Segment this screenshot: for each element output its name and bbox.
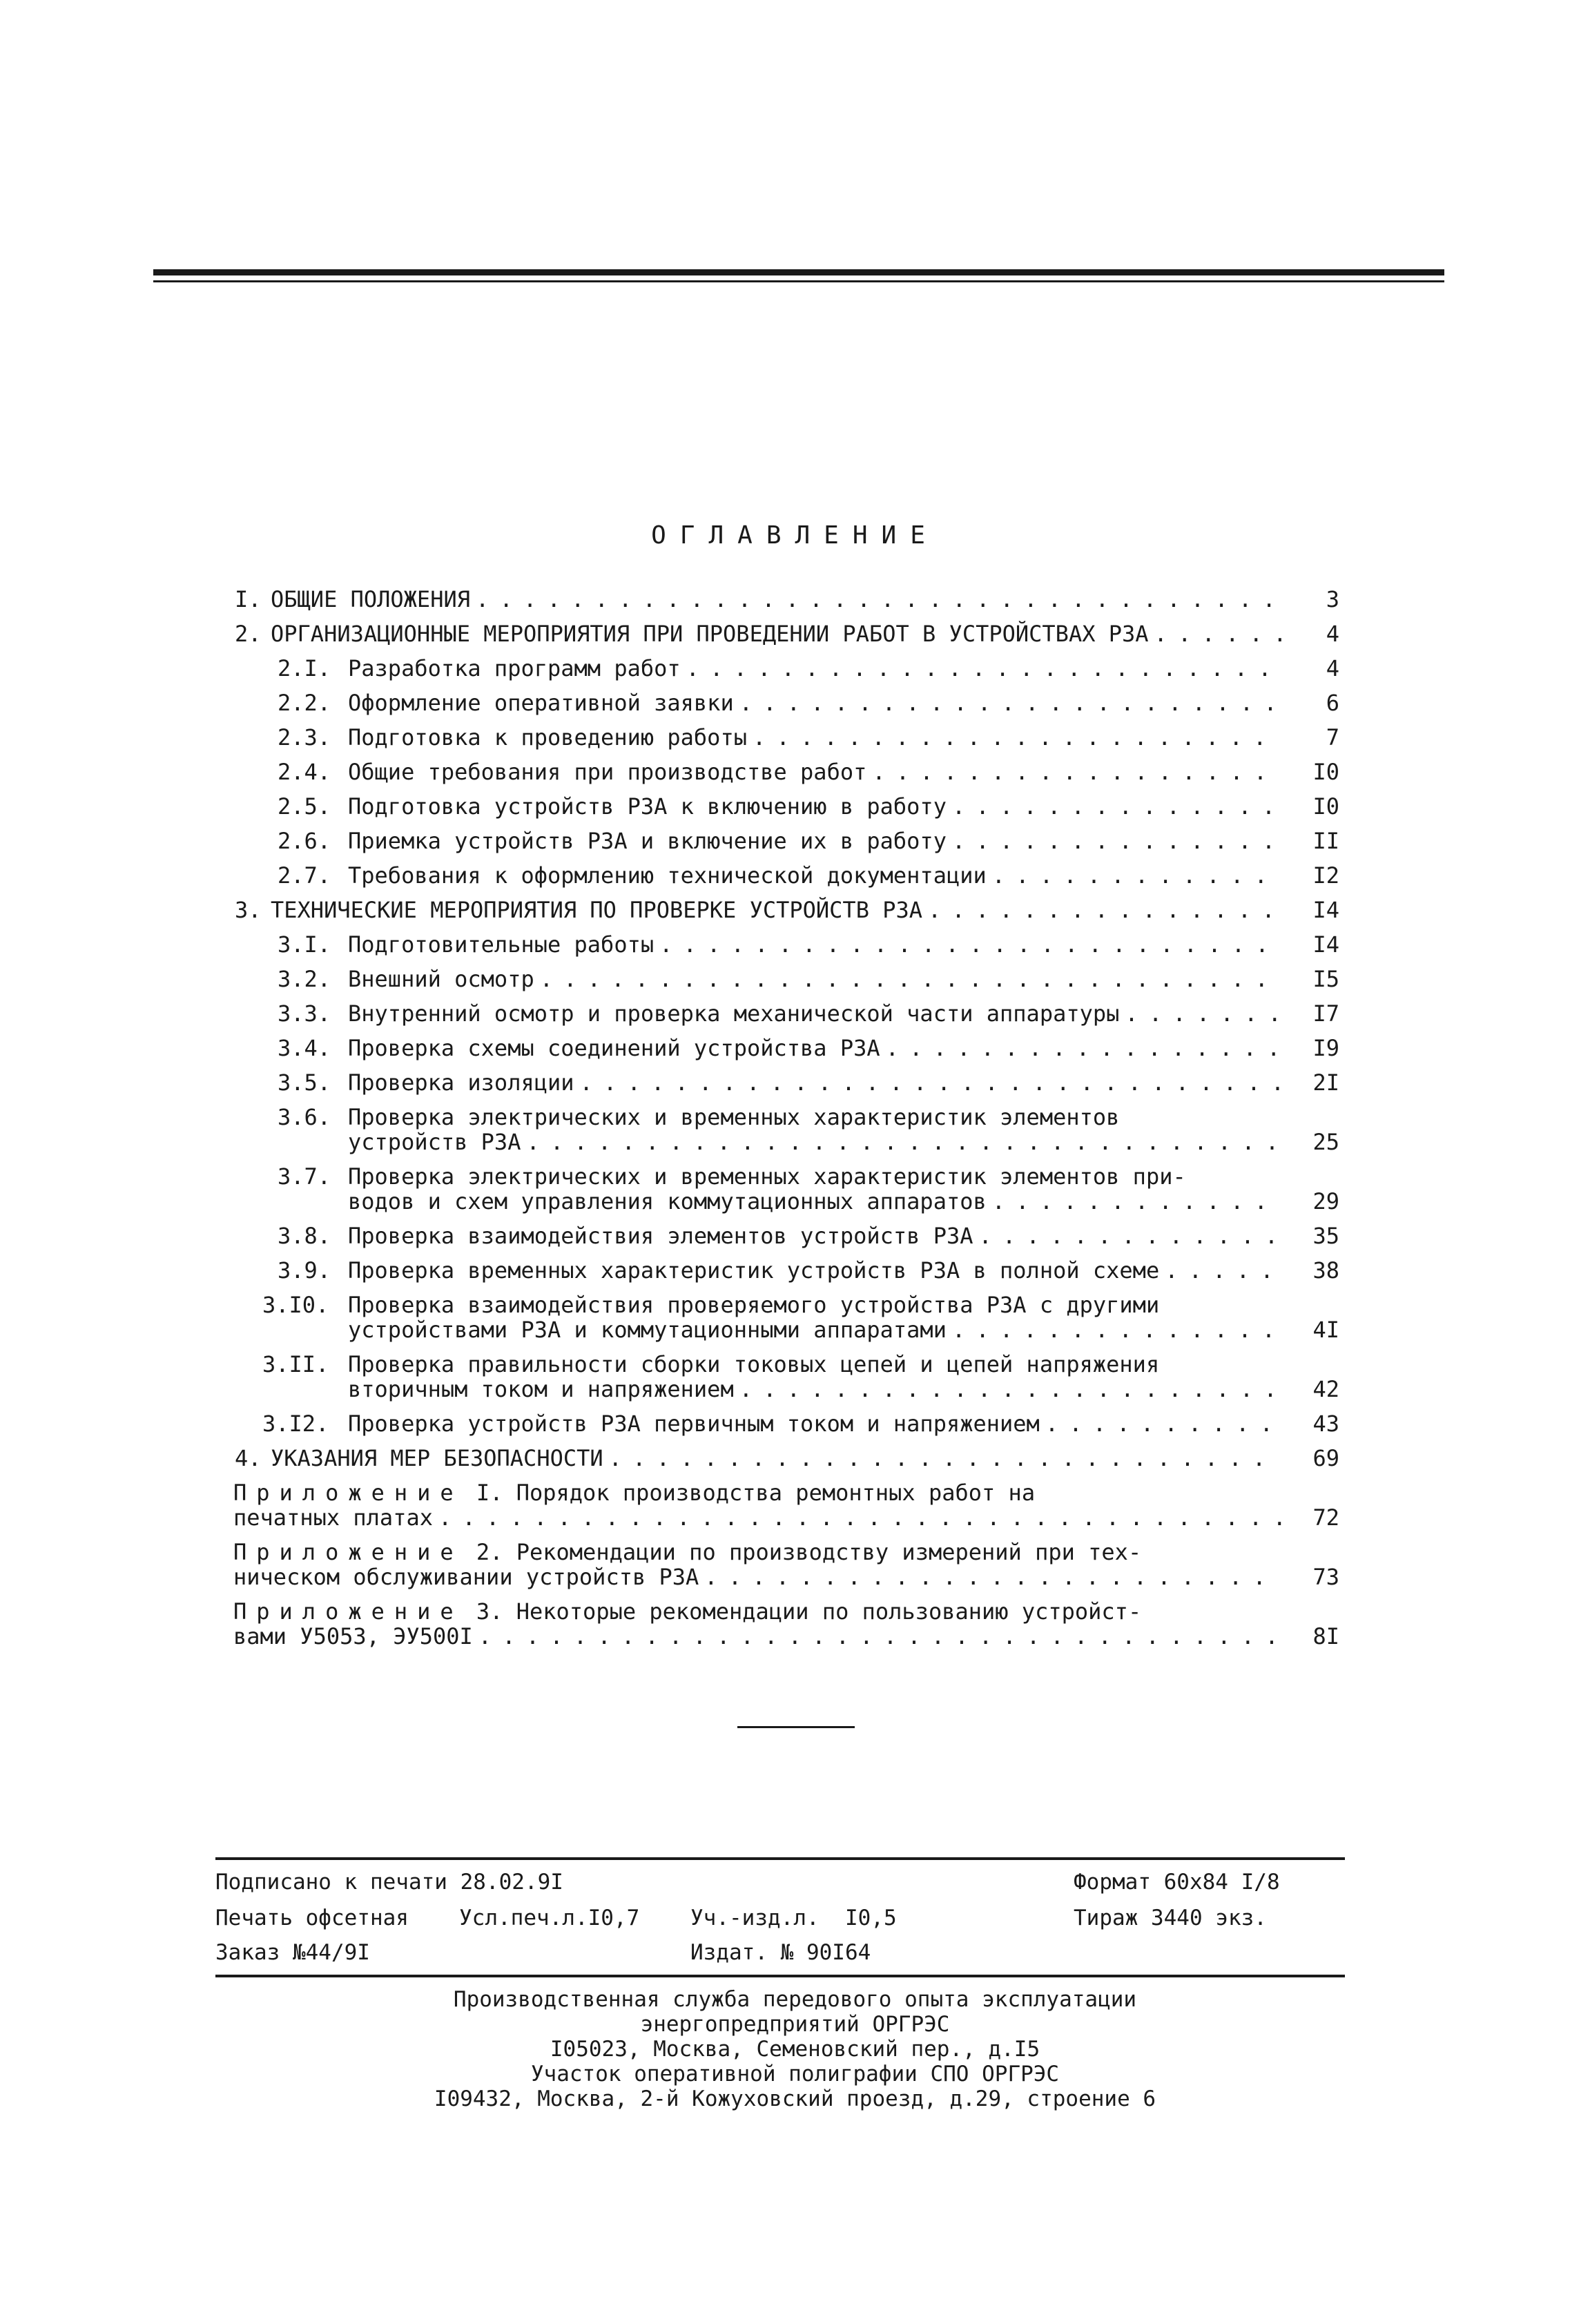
toc-entry-text: Проверка правильности сборки токовых цепей и цепей напряжения	[348, 1352, 1160, 1377]
toc-entry-label	[235, 898, 922, 922]
toc-entry-line	[278, 1258, 1339, 1283]
toc-appendix-line2	[233, 1505, 1339, 1530]
imprint-zakaz: Заказ №44/9I	[215, 1940, 370, 1965]
toc-entry-number: 2.I.	[278, 655, 331, 681]
toc-entry-label	[278, 967, 534, 991]
dot-leader	[1165, 1258, 1281, 1283]
toc-entry-label	[278, 1070, 574, 1095]
imprint-signed: Подписано к печати 28.02.9I	[215, 1870, 563, 1895]
space	[463, 1599, 476, 1624]
toc-page-number: I9	[1312, 1035, 1339, 1061]
toc-entry-text: ОРГАНИЗАЦИОННЫЕ МЕРОПРИЯТИЯ ПРИ ПРОВЕДЕНИИ РАБОТ В УСТРОЙСТВАХ РЗА	[271, 621, 1149, 647]
toc-page-number: 4	[1326, 621, 1339, 647]
toc-entry-line	[278, 863, 1339, 888]
appendix-word: Приложение	[233, 1480, 463, 1505]
dot-leader	[580, 1070, 1281, 1095]
toc-entry-number: 3.	[235, 897, 262, 923]
toc-entry-text: ОБЩИЕ ПОЛОЖЕНИЯ	[271, 586, 470, 612]
publisher-line-2: энергопредприятий ОРГРЭС	[640, 2012, 950, 2037]
toc-entry-number: 4.	[235, 1445, 262, 1471]
toc-page-number: I4	[1312, 897, 1339, 923]
toc-entry-line	[278, 794, 1339, 819]
toc-page-number: I0	[1312, 793, 1339, 820]
toc-entry-number: 3.2.	[278, 966, 331, 992]
dot-leader	[526, 1130, 1281, 1154]
toc-entry	[235, 621, 1339, 646]
space	[463, 1480, 476, 1505]
toc-page-number: I0	[1312, 759, 1339, 785]
appendix-title-cont: вами У5053, ЭУ500I	[233, 1623, 473, 1649]
table-of-contents	[235, 587, 1339, 1658]
dot-leader	[928, 898, 1281, 922]
toc-entry-line	[235, 898, 1339, 922]
toc-entry	[235, 1164, 1339, 1214]
toc-entry-number: 3.7.	[278, 1164, 331, 1189]
toc-entry	[235, 898, 1339, 922]
publisher-block	[0, 1987, 1590, 2111]
toc-entry-text-cont: вторичным током и напряжением	[348, 1376, 734, 1402]
toc-entry-label	[278, 829, 947, 853]
toc-entry-number: 2.6.	[278, 828, 331, 854]
toc-entry-number: 3.5.	[278, 1069, 331, 1096]
toc-entry-text: Проверка изоляции	[348, 1069, 574, 1096]
dot-leader	[992, 1189, 1281, 1214]
toc-entry-text: Внешний осмотр	[348, 966, 534, 992]
toc-entry-label	[262, 1411, 1040, 1436]
publisher-line-5: I09432, Москва, 2-й Кожуховский проезд, д.29, строение 6	[434, 2086, 1156, 2111]
toc-entry	[235, 1258, 1339, 1283]
toc-entry-text: Подготовительные работы	[348, 931, 655, 958]
toc-entry-line	[235, 1446, 1339, 1471]
toc-entry-text: Проверка схемы соединений устройства РЗА	[348, 1035, 880, 1061]
imprint-format: Формат 60х84 I/8	[1074, 1870, 1280, 1895]
toc-entry	[235, 587, 1339, 612]
dot-leader	[478, 1624, 1281, 1649]
toc-entry	[235, 863, 1339, 888]
toc-entry-number: 2.4.	[278, 759, 331, 785]
toc-entry	[235, 1411, 1339, 1436]
imprint-izdat: Издат. № 90I64	[690, 1940, 871, 1965]
dot-leader	[952, 829, 1281, 853]
space	[463, 1540, 476, 1565]
toc-entry-line1	[278, 1164, 1339, 1189]
toc-appendix-line1	[233, 1480, 1339, 1505]
toc-entry-text: Требования к оформлению технической документации	[348, 862, 987, 889]
toc-entry-text-cont: устройств РЗА	[348, 1129, 521, 1155]
toc-entry-label	[235, 1446, 603, 1471]
toc-entry	[235, 1292, 1339, 1342]
appendix-word: Приложение	[233, 1599, 463, 1624]
imprint-tirazh: Тираж 3440 экз.	[1074, 1906, 1267, 1930]
toc-page-number: 25	[1312, 1129, 1339, 1155]
toc-entry-label	[278, 725, 747, 750]
toc-entry-line1	[262, 1292, 1339, 1317]
toc-page-number: 2I	[1312, 1069, 1339, 1096]
appendix-title: 2. Рекомендации по производству измерений при тех-	[476, 1540, 1142, 1565]
dot-leader	[1154, 621, 1281, 646]
toc-entry-text: Проверка устройств РЗА первичным током и напряжением	[348, 1411, 1040, 1437]
toc-entry	[235, 1223, 1339, 1248]
toc-entry	[235, 967, 1339, 991]
toc-page-number: 35	[1312, 1223, 1339, 1249]
publisher-line-4: Участок оперативной полиграфии СПО ОРГРЭС	[530, 2062, 1060, 2086]
toc-entry-text: Проверка взаимодействия элементов устройств РЗА	[348, 1223, 973, 1249]
toc-entry-label	[235, 587, 470, 612]
toc-entry-number: 2.2.	[278, 690, 331, 716]
toc-entry-number: 3.I0.	[262, 1292, 329, 1317]
toc-entry-line2	[262, 1377, 1339, 1402]
dot-leader	[540, 967, 1281, 991]
toc-page-number: 73	[1312, 1564, 1339, 1590]
toc-entry	[235, 690, 1339, 715]
dot-leader	[609, 1446, 1281, 1471]
toc-entry-line2	[262, 1317, 1339, 1342]
toc-entry-number: I.	[235, 586, 262, 612]
toc-entry-number: 2.7.	[278, 862, 331, 889]
appendix-title: 3. Некоторые рекомендации по пользованию устройст-	[476, 1599, 1142, 1624]
toc-page-number: 29	[1312, 1188, 1339, 1214]
toc-entry-label	[278, 1223, 973, 1248]
toc-page-number: 42	[1312, 1376, 1339, 1402]
toc-entry-text: УКАЗАНИЯ МЕР БЕЗОПАСНОСТИ	[271, 1445, 603, 1471]
toc-entry-line	[278, 1223, 1339, 1248]
toc-entry-text: Внутренний осмотр и проверка механической части аппаратуры	[348, 1000, 1120, 1027]
toc-entry	[235, 1446, 1339, 1471]
publisher-line-1: Производственная служба передового опыта эксплуатации	[453, 1987, 1137, 2012]
toc-entry	[235, 1105, 1339, 1154]
top-rule-thin	[153, 280, 1444, 282]
toc-entry-line	[278, 656, 1339, 681]
toc-appendix	[233, 1540, 1339, 1589]
toc-entry	[235, 1001, 1339, 1026]
toc-entry-number: 3.8.	[278, 1223, 331, 1249]
toc-entry-label	[235, 621, 1149, 646]
toc-page-number: 3	[1326, 586, 1339, 612]
appendix-title-cont: ническом обслуживании устройств РЗА	[233, 1564, 699, 1590]
toc-entry	[235, 759, 1339, 784]
toc-entry-line2	[278, 1130, 1339, 1154]
toc-entry	[235, 829, 1339, 853]
appendix-title: I. Порядок производства ремонтных работ на	[476, 1480, 1036, 1505]
toc-page-number: 69	[1312, 1445, 1339, 1471]
toc-entry-line	[278, 759, 1339, 784]
toc-entry-label	[278, 1001, 1119, 1026]
top-rule	[153, 269, 1444, 275]
toc-entry-number: 3.I2.	[262, 1411, 329, 1437]
toc-entry-text-cont: водов и схем управления коммутационных аппаратов	[348, 1188, 987, 1214]
toc-entry-line	[278, 725, 1339, 750]
toc-entry-label	[278, 1258, 1159, 1283]
toc-entry-number: 2.5.	[278, 793, 331, 820]
toc-entry-line2	[278, 1189, 1339, 1214]
toc-page-number: I4	[1312, 931, 1339, 958]
toc-entry-label	[278, 690, 734, 715]
dot-leader	[992, 863, 1281, 888]
toc-entry-line	[278, 967, 1339, 991]
toc-entry	[235, 932, 1339, 957]
toc-entry-text: Общие требования при производстве работ	[348, 759, 867, 785]
dot-leader	[952, 794, 1281, 819]
dot-leader	[753, 725, 1281, 750]
dot-leader	[1045, 1411, 1281, 1436]
toc-entry-label	[278, 1036, 880, 1061]
toc-entry-text: Подготовка устройств РЗА к включению в работу	[348, 793, 947, 820]
dot-leader	[1125, 1001, 1281, 1026]
toc-entry-line1	[262, 1352, 1339, 1377]
dot-leader	[952, 1317, 1281, 1342]
appendix-title-cont: печатных платах	[233, 1504, 433, 1531]
toc-entry-number: 2.	[235, 621, 262, 647]
toc-entry-text: Проверка взаимодействия проверяемого устройства РЗА с другими	[348, 1292, 1160, 1317]
toc-entry-line	[278, 1036, 1339, 1061]
toc-entry-number: 3.6.	[278, 1105, 331, 1130]
toc-entry-text: Оформление оперативной заявки	[348, 690, 734, 716]
toc-entry	[235, 794, 1339, 819]
toc-entry-text: Проверка временных характеристик устройств РЗА в полной схеме	[348, 1257, 1160, 1284]
dot-leader	[704, 1565, 1281, 1589]
toc-entry-number: 3.3.	[278, 1000, 331, 1027]
toc-entry-text: Разработка программ работ	[348, 655, 681, 681]
toc-page-number: 4I	[1312, 1317, 1339, 1343]
imprint-uch-izd: Уч.-изд.л. I0,5	[690, 1906, 897, 1930]
toc-entry-label	[278, 656, 681, 681]
toc-entry-text: Приемка устройств РЗА и включение их в работу	[348, 828, 947, 854]
toc-appendix-line2	[233, 1565, 1339, 1589]
toc-entry-label	[278, 794, 947, 819]
toc-entry-line	[278, 690, 1339, 715]
toc-entry-label	[278, 863, 987, 888]
toc-page-number: 7	[1326, 724, 1339, 751]
toc-entry-line	[278, 932, 1339, 957]
toc-entry-number: 3.II.	[262, 1352, 329, 1377]
dot-leader	[872, 759, 1281, 784]
toc-entry-line	[235, 621, 1339, 646]
dot-leader	[476, 587, 1281, 612]
toc-entry-line	[278, 829, 1339, 853]
toc-page-number: 4	[1326, 655, 1339, 681]
dot-leader	[739, 1377, 1281, 1402]
toc-page-number: 6	[1326, 690, 1339, 716]
dot-leader	[659, 932, 1281, 957]
toc-entry	[235, 1036, 1339, 1061]
toc-entry-text: ТЕХНИЧЕСКИЕ МЕРОПРИЯТИЯ ПО ПРОВЕРКЕ УСТРОЙСТВ РЗА	[271, 897, 923, 923]
toc-entry-line	[262, 1411, 1339, 1436]
toc-entry-label	[278, 932, 654, 957]
toc-appendix-line1	[233, 1540, 1339, 1565]
toc-entry-number: 3.4.	[278, 1035, 331, 1061]
toc-entry	[235, 1070, 1339, 1095]
dot-leader	[886, 1036, 1281, 1061]
toc-entry-text: Проверка электрических и временных характеристик элементов при-	[348, 1164, 1186, 1189]
toc-entry	[235, 725, 1339, 750]
toc-entry-number: 3.9.	[278, 1257, 331, 1284]
toc-page-number: I5	[1312, 966, 1339, 992]
dot-leader	[978, 1223, 1281, 1248]
imprint-rule-top	[215, 1857, 1345, 1860]
toc-entry-number: 2.3.	[278, 724, 331, 751]
toc-entry-line1	[278, 1105, 1339, 1130]
toc-entry-text: Проверка электрических и временных характеристик элементов	[348, 1105, 1120, 1130]
toc-page-number: I2	[1312, 862, 1339, 889]
toc-entry	[235, 1352, 1339, 1402]
separator	[737, 1726, 855, 1728]
toc-page-number: 43	[1312, 1411, 1339, 1437]
toc-appendix-line1	[233, 1599, 1339, 1624]
dot-leader	[739, 690, 1281, 715]
toc-page-number: 8I	[1312, 1623, 1339, 1649]
toc-entry-line	[278, 1001, 1339, 1026]
publisher-line-3: I05023, Москва, Семеновский пер., д.I5	[550, 2037, 1040, 2062]
toc-entry-line	[235, 587, 1339, 612]
toc-page-number: 38	[1312, 1257, 1339, 1284]
toc-entry	[235, 656, 1339, 681]
imprint-rule-bottom	[215, 1975, 1345, 1977]
imprint-print-type: Печать офсетная	[215, 1906, 409, 1930]
toc-entry-text-cont: устройствами РЗА и коммутационными аппаратами	[348, 1317, 947, 1343]
toc-entry-text: Подготовка к проведению работы	[348, 724, 747, 751]
toc-page-number: II	[1312, 828, 1339, 854]
dot-leader	[438, 1505, 1281, 1530]
imprint-usl-pech: Усл.печ.л.I0,7	[459, 1906, 640, 1930]
toc-appendix-line2	[233, 1624, 1339, 1649]
toc-entry-line	[278, 1070, 1339, 1095]
toc-appendix	[233, 1480, 1339, 1530]
toc-page-number: 72	[1312, 1504, 1339, 1531]
appendix-word: Приложение	[233, 1540, 463, 1565]
toc-title: ОГЛАВЛЕНИЕ	[651, 521, 939, 550]
toc-appendix	[233, 1599, 1339, 1649]
toc-entry-number: 3.I.	[278, 931, 331, 958]
toc-page-number: I7	[1312, 1000, 1339, 1027]
toc-entry-label	[278, 759, 866, 784]
dot-leader	[686, 656, 1281, 681]
